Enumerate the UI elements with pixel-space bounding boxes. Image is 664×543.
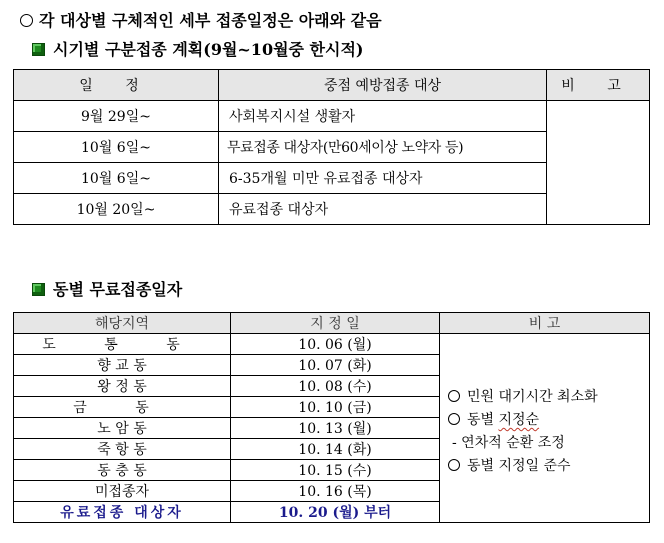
remark-line: 민원 대기시간 최소화 — [448, 386, 649, 409]
row-area: 향 교 동 — [14, 355, 231, 376]
circle-bullet-icon — [448, 413, 460, 425]
schedule-table — [13, 69, 650, 225]
intro-heading — [20, 8, 382, 31]
header-target: 중점 예방접종 대상 — [219, 70, 547, 101]
row-date: 10월 20일~ — [14, 194, 219, 225]
row-date: 10. 07 (화) — [231, 355, 440, 376]
header-date: 일 정 — [14, 70, 219, 101]
row-area: 노 암 동 — [14, 418, 231, 439]
remark-line: - 연차적 순환 조정 — [452, 435, 565, 451]
green-square-bullet-icon — [32, 283, 45, 296]
circle-bullet-icon — [20, 14, 33, 27]
row-date: 9월 29일~ — [14, 101, 219, 132]
row-date: 10. 14 (화) — [231, 439, 440, 460]
row-area: 도 통 동 — [14, 334, 231, 355]
row-area: 미접종자 — [14, 481, 231, 502]
footer-area: 유료접종 대상자 — [14, 502, 231, 523]
remark-cell — [440, 334, 650, 523]
section2-title: 동별 무료접종일자 — [53, 280, 183, 299]
header-area: 해당지역 — [14, 313, 231, 334]
row-date: 10. 16 (목) — [231, 481, 440, 502]
district-table — [13, 312, 650, 523]
row-date: 10. 08 (수) — [231, 376, 440, 397]
green-square-bullet-icon — [32, 43, 45, 56]
table-row — [14, 101, 650, 132]
row-date: 10. 15 (수) — [231, 460, 440, 481]
row-target: 유료접종 대상자 — [219, 194, 547, 225]
row-date: 10월 6일~ — [14, 163, 219, 194]
section1-heading — [32, 37, 364, 60]
table-row — [14, 334, 650, 355]
header-remark: 비 고 — [547, 70, 650, 101]
remark-line: 동별 지정일 준수 — [448, 455, 649, 478]
circle-bullet-icon — [448, 459, 460, 471]
header-date: 지 정 일 — [231, 313, 440, 334]
header-remark: 비 고 — [440, 313, 650, 334]
row-target: 무료접종 대상자(만60세이상 노약자 등) — [219, 132, 547, 163]
circle-bullet-icon — [448, 390, 460, 402]
row-area: 죽 항 동 — [14, 439, 231, 460]
row-target: 6-35개월 미만 유료접종 대상자 — [219, 163, 547, 194]
section1-title: 시기별 구분접종 계획(9월~10월중 한시적) — [53, 40, 364, 59]
remark-line: 동별 지정순 — [448, 409, 649, 432]
table-header-row — [14, 70, 650, 101]
row-date: 10. 06 (월) — [231, 334, 440, 355]
intro-text: 각 대상별 구체적인 세부 접종일정은 아래와 같음 — [39, 11, 382, 30]
row-area: 동 충 동 — [14, 460, 231, 481]
row-date: 10. 10 (금) — [231, 397, 440, 418]
footer-date: 10. 20 (월) 부터 — [231, 502, 440, 523]
row-area: 금 동 — [14, 397, 231, 418]
row-area: 왕 정 동 — [14, 376, 231, 397]
section2-heading — [32, 277, 182, 300]
row-date: 10월 6일~ — [14, 132, 219, 163]
table-header-row — [14, 313, 650, 334]
row-target: 사회복지시설 생활자 — [219, 101, 547, 132]
row-date: 10. 13 (월) — [231, 418, 440, 439]
remark-cell — [547, 101, 650, 225]
